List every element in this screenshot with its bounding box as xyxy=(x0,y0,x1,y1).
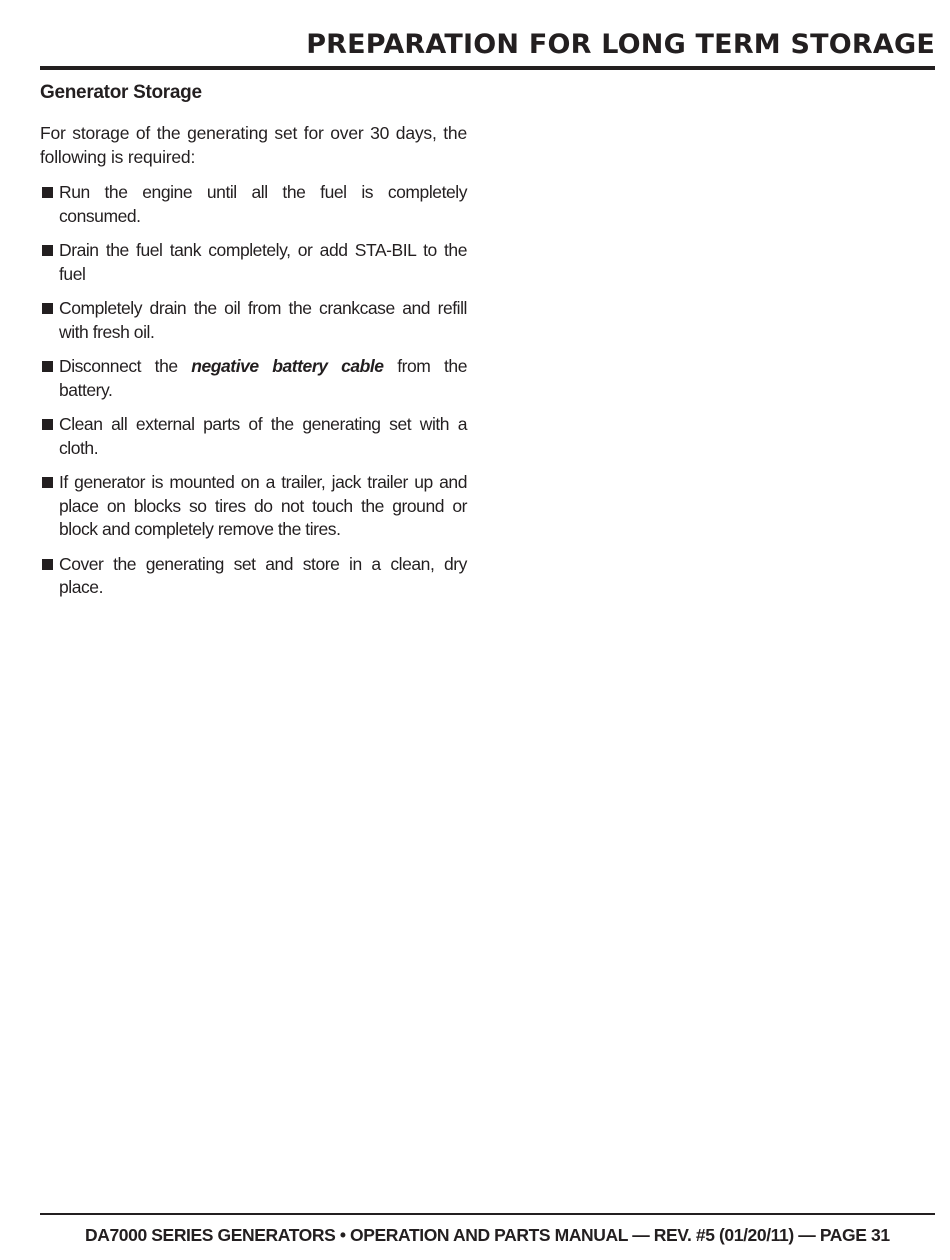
list-item xyxy=(40,239,467,286)
intro-paragraph: For storage of the generating set for over 30 days, the following is required: xyxy=(40,123,467,167)
list-item-text: Run the engine until all the fuel is completely consumed. xyxy=(59,182,467,226)
list-item-text-before: Disconnect the xyxy=(59,356,192,376)
list-item-text-after: from the battery. xyxy=(59,356,467,400)
square-bullet-icon xyxy=(42,419,53,430)
list-item xyxy=(40,553,467,600)
square-bullet-icon xyxy=(42,559,53,570)
list-item xyxy=(40,471,467,542)
list-item-text: If generator is mounted on a trailer, jack trailer up and place on blocks so tires do not touch the ground or block and completely remove the tires. xyxy=(59,472,467,539)
battery-cable-emphasis: negative battery cable xyxy=(191,356,384,376)
list-item xyxy=(40,355,467,402)
storage-section xyxy=(40,80,467,600)
list-item-text: Completely drain the oil from the crankcase and refill with fresh oil. xyxy=(59,298,467,342)
page-title: PREPARATION FOR LONG TERM STORAGE xyxy=(306,29,935,60)
list-item-text: Clean all external parts of the generating set with a cloth. xyxy=(59,414,467,458)
square-bullet-icon xyxy=(42,187,53,198)
page-header xyxy=(40,28,935,70)
section-heading: Generator Storage xyxy=(40,82,202,103)
storage-steps-list xyxy=(40,181,467,600)
square-bullet-icon xyxy=(42,477,53,488)
list-item xyxy=(40,297,467,344)
list-item xyxy=(40,413,467,460)
square-bullet-icon xyxy=(42,303,53,314)
list-item-text: Drain the fuel tank completely, or add STA-BIL to the fuel xyxy=(59,240,467,284)
square-bullet-icon xyxy=(42,245,53,256)
page-footer xyxy=(40,1213,935,1246)
list-item xyxy=(40,181,467,228)
square-bullet-icon xyxy=(42,361,53,372)
footer-text: DA7000 SERIES GENERATORS • OPERATION AND PARTS MANUAL — REV. #5 (01/20/11) — PAGE 31 xyxy=(85,1225,890,1245)
list-item-text: Cover the generating set and store in a clean, dry place. xyxy=(59,553,467,597)
